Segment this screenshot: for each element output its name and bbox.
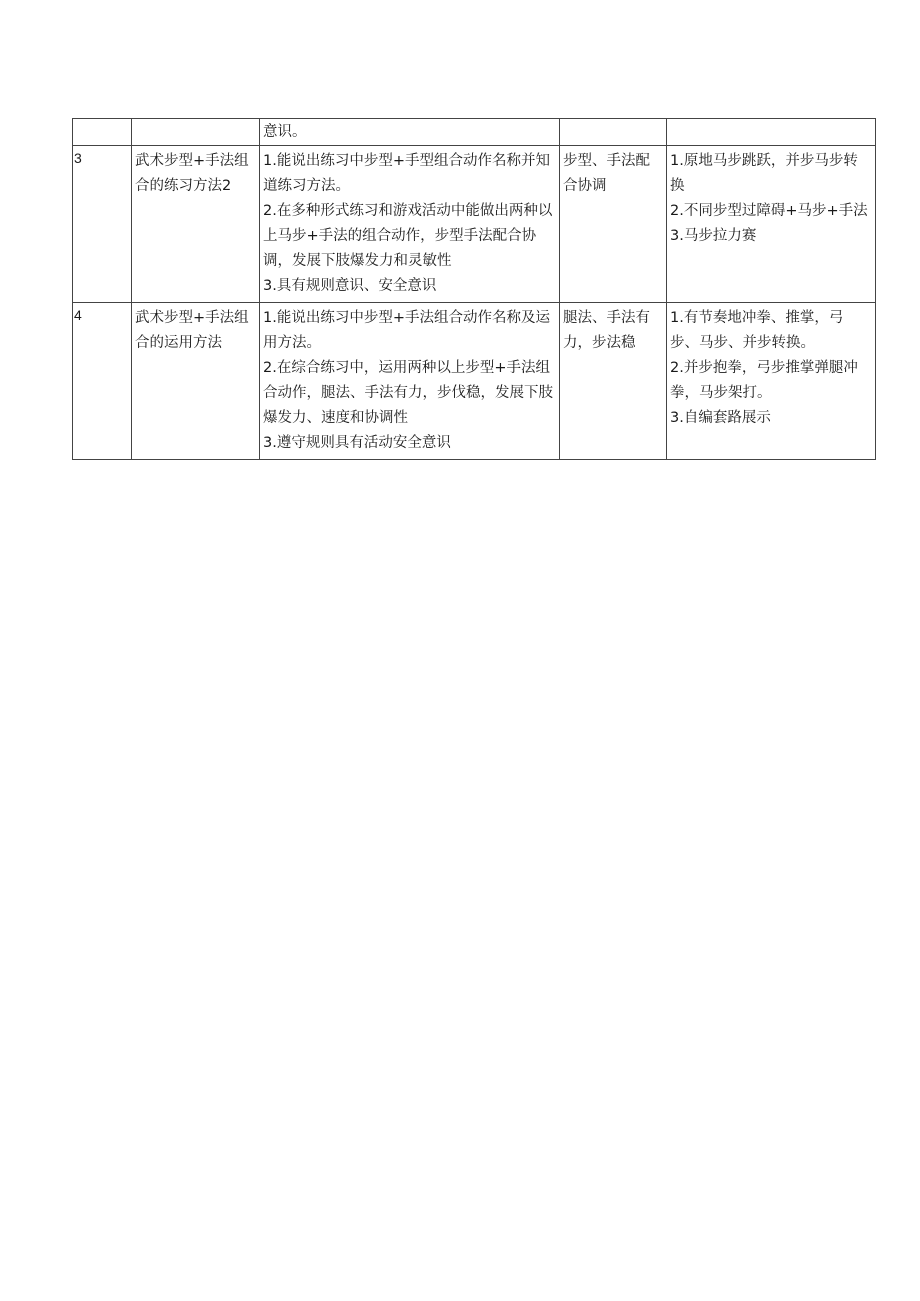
cell-objectives: [260, 303, 560, 460]
activity-item: 1.有节奏地冲拳、推掌，弓步、马步、并步转换。: [670, 310, 844, 351]
table-row-lesson-4: [73, 303, 876, 460]
cell-activities: [667, 146, 876, 303]
cell-activities: [667, 303, 876, 460]
activity-item: 2.不同步型过障碍+马步+手法: [670, 203, 868, 219]
activity-item: 3.自编套路展示: [670, 410, 771, 426]
lesson-number: 4: [74, 307, 82, 323]
cell-objectives: [260, 146, 560, 303]
table-row-continuation: [73, 119, 876, 146]
lesson-plan-table: [72, 118, 876, 460]
activity-item: 3.马步拉力赛: [670, 228, 757, 244]
cell-topic: 武术步型+手法组合的练习方法2: [132, 146, 260, 303]
activity-item: 2.并步抱拳，弓步推掌弹腿冲拳，马步架打。: [670, 360, 858, 401]
lesson-number: 3: [74, 150, 82, 166]
objective-item: 3.具有规则意识、安全意识: [263, 278, 437, 294]
cell-number: [73, 119, 132, 146]
cell-key-points: [560, 119, 667, 146]
cell-objectives: 意识。: [260, 119, 560, 146]
objective-item: 1.能说出练习中步型+手法组合动作名称及运用方法。: [263, 310, 550, 351]
cell-key-points: 腿法、手法有力，步法稳: [560, 303, 667, 460]
objective-item: 2.在多种形式练习和游戏活动中能做出两种以上马步+手法的组合动作，步型手法配合协调，发展下肢爆发力和灵敏性: [263, 203, 553, 269]
cell-number: [73, 303, 132, 460]
activity-item: 1.原地马步跳跃，并步马步转换: [670, 153, 858, 194]
objective-item: 2.在综合练习中，运用两种以上步型+手法组合动作，腿法、手法有力，步伐稳，发展下肢爆发力、速度和协调性: [263, 360, 553, 426]
cell-key-points: 步型、手法配合协调: [560, 146, 667, 303]
cell-topic: 武术步型+手法组合的运用方法: [132, 303, 260, 460]
cell-topic: [132, 119, 260, 146]
table-row-lesson-3: [73, 146, 876, 303]
cell-activities: [667, 119, 876, 146]
cell-number: [73, 146, 132, 303]
objective-item: 3.遵守规则具有活动安全意识: [263, 435, 451, 451]
objective-item: 1.能说出练习中步型+手型组合动作名称并知道练习方法。: [263, 153, 550, 194]
